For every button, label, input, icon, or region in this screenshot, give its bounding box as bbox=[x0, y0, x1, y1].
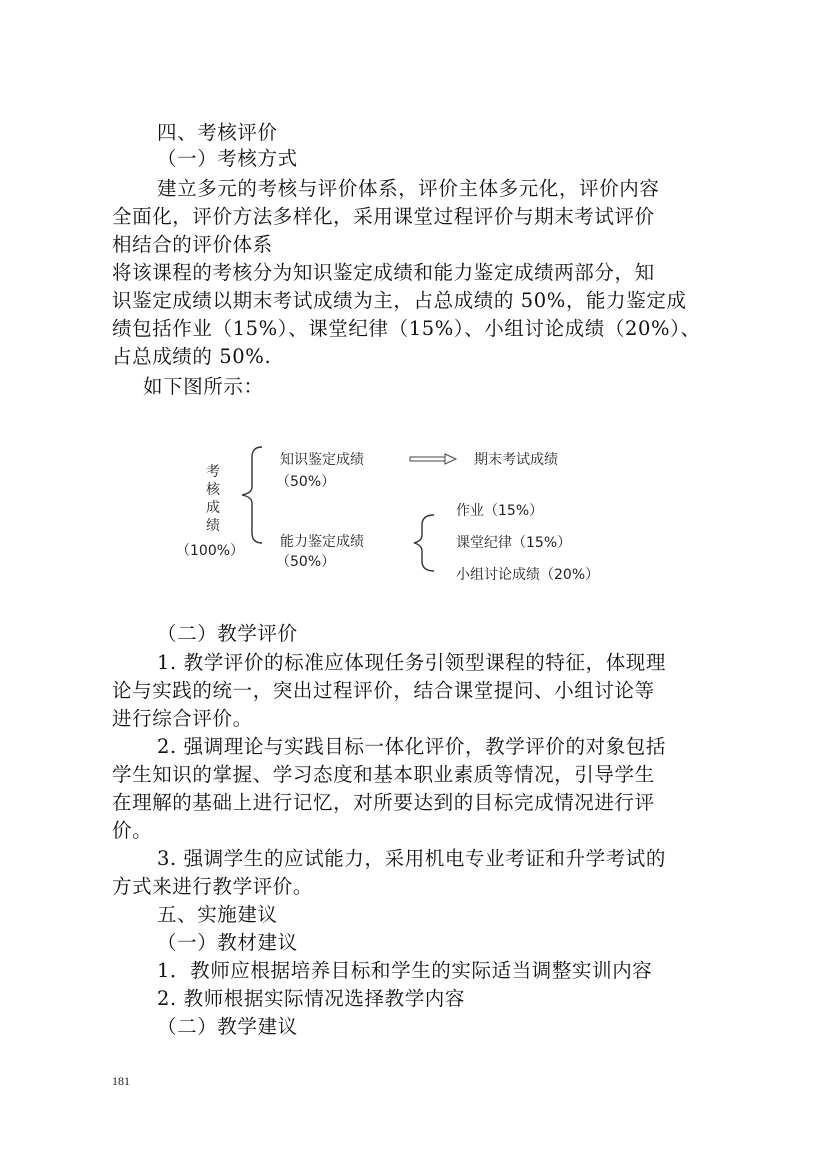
paragraph-line: 全面化，评价方法多样化，采用课堂过程评价与期末考试评价 bbox=[112, 205, 655, 228]
root-label-char: 核 bbox=[206, 482, 220, 498]
paragraph-line: 将该课程的考核分为知识鉴定成绩和能力鉴定成绩两部分，知 bbox=[112, 261, 655, 284]
ability-item: 作业（15%） bbox=[456, 503, 544, 519]
paragraph-line: 论与实践的统一，突出过程评价，结合课堂提问、小组讨论等 bbox=[112, 679, 655, 702]
section-heading: 四、考核评价 bbox=[157, 121, 278, 144]
final-exam-label: 期末考试成绩 bbox=[474, 452, 558, 468]
paragraph-line: 1. 教学评价的标准应体现任务引领型课程的特征，体现理 bbox=[157, 651, 667, 674]
paragraph-line: 建立多元的考核与评价体系，评价主体多元化，评价内容 bbox=[157, 177, 660, 200]
knowledge-label: 知识鉴定成绩 bbox=[280, 452, 364, 468]
figure-intro: 如下图所示： bbox=[143, 375, 264, 398]
paragraph-line: 方式来进行教学评价。 bbox=[112, 875, 314, 898]
section-heading: 五、实施建议 bbox=[157, 903, 278, 926]
ability-percent: （50%） bbox=[276, 554, 336, 570]
root-label-char: 成 bbox=[206, 500, 220, 516]
paragraph-line: 占总成绩的 50%. bbox=[112, 345, 272, 368]
list-item: 2. 教师根据实际情况选择教学内容 bbox=[157, 987, 466, 1010]
root-percent: （100%） bbox=[176, 543, 245, 559]
subsection-heading: （二）教学评价 bbox=[157, 622, 298, 645]
paragraph-line: 相结合的评价体系 bbox=[112, 233, 273, 256]
sub-brace bbox=[414, 515, 434, 571]
paragraph-line: 2. 强调理论与实践目标一体化评价，教学评价的对象包括 bbox=[157, 735, 667, 758]
ability-item: 小组讨论成绩（20%） bbox=[456, 567, 600, 583]
paragraph-line: 价。 bbox=[112, 819, 153, 842]
paragraph-line: 进行综合评价。 bbox=[112, 707, 253, 730]
right-arrow bbox=[410, 454, 456, 464]
paragraph-line: 3. 强调学生的应试能力，采用机电专业考证和升学考试的 bbox=[157, 847, 667, 870]
page-number: 181 bbox=[112, 1074, 130, 1088]
subsection-heading: （一）考核方式 bbox=[157, 147, 298, 170]
paragraph-line: 在理解的基础上进行记忆，对所要达到的目标完成情况进行评 bbox=[112, 791, 655, 814]
subsection-heading: （二）教学建议 bbox=[157, 1015, 298, 1038]
root-label-char: 考 bbox=[206, 464, 220, 480]
subsection-heading: （一）教材建议 bbox=[157, 931, 298, 954]
list-item: 1．教师应根据培养目标和学生的实际适当调整实训内容 bbox=[157, 959, 653, 982]
ability-label: 能力鉴定成绩 bbox=[280, 534, 364, 550]
assessment-diagram bbox=[170, 435, 650, 595]
paragraph-line: 识鉴定成绩以期末考试成绩为主，占总成绩的 50%，能力鉴定成 bbox=[112, 289, 687, 312]
ability-item: 课堂纪律（15%） bbox=[456, 535, 572, 551]
paragraph-line: 绩包括作业（15%）、课堂纪律（15%）、小组讨论成绩（20%）、 bbox=[112, 317, 701, 340]
paragraph-line: 学生知识的掌握、学习态度和基本职业素质等情况，引导学生 bbox=[112, 763, 655, 786]
root-label-char: 绩 bbox=[206, 518, 220, 534]
main-brace bbox=[242, 447, 262, 543]
knowledge-percent: （50%） bbox=[276, 474, 336, 490]
